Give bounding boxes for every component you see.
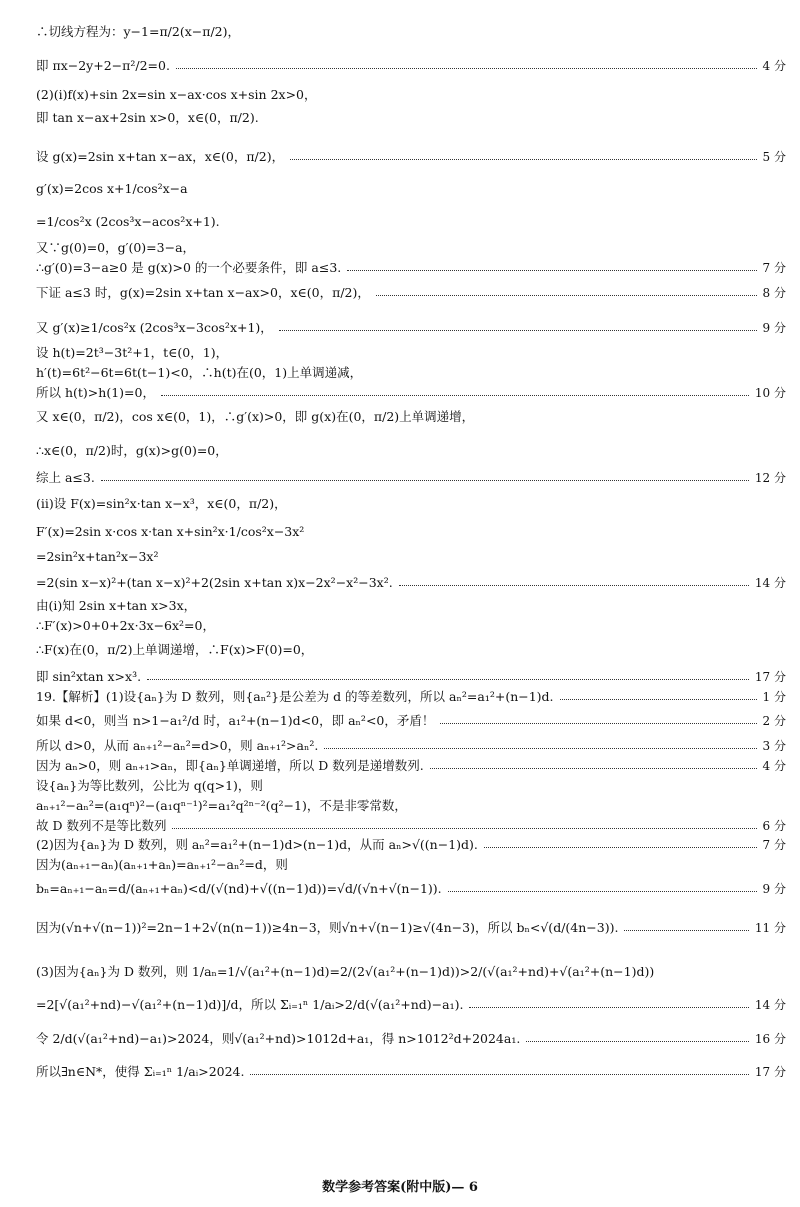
solution-line-text: =1/cos²x (2cos³x−acos²x+1). — [36, 214, 220, 229]
score-label: 4 分 — [762, 58, 786, 73]
solution-line — [36, 995, 786, 1013]
solution-line-text: 设 g(x)=2sin x+tan x−ax，x∈(0，π/2)， — [36, 149, 285, 164]
score-label: 14 分 — [754, 997, 786, 1012]
dot-leader — [430, 768, 757, 769]
solution-line-text: (3)因为{aₙ}为 D 数列，则 1/aₙ=1/√(a₁²+(n−1)d)=2/(2√(a₁²+(n−1)d))>2/(√(a₁²+nd)+√(a₁²+(n−1)d)) — [36, 964, 655, 979]
solution-line-text: bₙ=aₙ₊₁−aₙ=d/(aₙ₊₁+aₙ)<d/(√(nd)+√((n−1)d))=√d/(√n+√(n−1)). — [36, 881, 442, 896]
solution-line-text: ∴F′(x)>0+0+2x·3x−6x²=0， — [36, 618, 215, 633]
solution-line — [36, 549, 786, 564]
dot-leader — [624, 930, 748, 931]
solution-line-text: 综上 a≤3. — [36, 470, 95, 485]
solution-line-text: 因为 aₙ>0，则 aₙ₊₁>aₙ，即{aₙ}单调递增，所以 D 数列是递增数列. — [36, 758, 424, 773]
dot-leader — [147, 679, 749, 680]
solution-line-text: (2)因为{aₙ}为 D 数列，则 aₙ²=a₁²+(n−1)d>(n−1)d，从而 aₙ>√((n−1)d). — [36, 837, 478, 852]
solution-line-text: 因为(√n+√(n−1))²=2n−1+2√(n(n−1))≥4n−3，则√n+√(n−1)≥√(4n−3)，所以 bₙ<√(d/(4n−3)). — [36, 920, 619, 935]
solution-line-text: 所以 h(t)>h(1)=0， — [36, 385, 155, 400]
solution-line-text: 又∵g(0)=0，g′(0)=3−a， — [36, 240, 196, 255]
dot-leader — [560, 699, 757, 700]
score-label: 2 分 — [762, 713, 786, 728]
solution-line — [36, 918, 786, 936]
solution-line — [36, 524, 786, 539]
solution-line — [36, 441, 786, 459]
score-label: 9 分 — [762, 320, 786, 335]
dot-leader — [448, 891, 757, 892]
score-label: 14 分 — [754, 576, 786, 590]
score-label: 7 分 — [762, 837, 786, 852]
solution-line — [36, 85, 786, 103]
dot-leader — [176, 68, 757, 69]
solution-line-text: 下证 a≤3 时，g(x)=2sin x+tan x−ax>0，x∈(0，π/2)， — [36, 285, 370, 300]
solution-line — [36, 596, 786, 614]
solution-line — [36, 238, 786, 256]
solution-line — [36, 816, 786, 834]
dot-leader — [172, 828, 756, 829]
solution-line — [36, 108, 786, 126]
dot-leader — [101, 480, 749, 481]
dot-leader — [484, 847, 757, 848]
solution-line-text: =2(sin x−x)²+(tan x−x)²+2(2sin x+tan x)x−2x²−x²−3x². — [36, 575, 393, 590]
solution-line — [36, 181, 786, 196]
solution-line-text: =2[√(a₁²+nd)−√(a₁²+(n−1)d)]/d，所以 Σᵢ₌₁ⁿ 1/aᵢ>2/d(√(a₁²+nd)−a₁). — [36, 997, 464, 1012]
solution-line-text: 如果 d<0，则当 n>1−a₁²/d 时，a₁²+(n−1)d<0，即 aₙ²<0，矛盾！ — [36, 713, 435, 728]
dot-leader — [376, 295, 757, 296]
solution-line-text: 故 D 数列不是等比数列 — [36, 818, 167, 833]
solution-line-text: 因为(aₙ₊₁−aₙ)(aₙ₊₁+aₙ)=aₙ₊₁²−aₙ²=d，则 — [36, 857, 288, 872]
solution-line — [36, 687, 786, 705]
solution-line — [36, 1062, 786, 1080]
dot-leader — [469, 1007, 748, 1008]
solution-line-text: ∴g′(0)=3−a≥0 是 g(x)>0 的一个必要条件，即 a≤3. — [36, 260, 342, 275]
solution-line-text: 设{aₙ}为等比数列，公比为 q(q>1)，则 — [36, 778, 263, 793]
solution-line — [36, 363, 786, 381]
solution-line-text: 所以 d>0，从而 aₙ₊₁²−aₙ²=d>0，则 aₙ₊₁²>aₙ². — [36, 738, 319, 753]
score-label: 7 分 — [762, 260, 786, 275]
solution-line — [36, 258, 786, 276]
solution-line-text: 19.【解析】(1)设{aₙ}为 D 数列，则{aₙ²}是公差为 d 的等差数列，所以 aₙ²=a₁²+(n−1)d. — [36, 689, 554, 704]
dot-leader — [399, 585, 749, 586]
solution-line — [36, 756, 786, 774]
dot-leader — [440, 723, 756, 724]
solution-line-text: aₙ₊₁²−aₙ²=(a₁qⁿ)²−(a₁qⁿ⁻¹)²=a₁²q²ⁿ⁻²(q²−1)，不是非零常数， — [36, 798, 407, 813]
solution-line — [36, 494, 786, 512]
score-label: 4 分 — [762, 758, 786, 773]
score-label: 16 分 — [754, 1031, 786, 1046]
score-label: 17 分 — [754, 1064, 786, 1079]
solution-line — [36, 22, 786, 40]
solution-line-text: F′(x)=2sin x·cos x·tan x+sin²x·1/cos²x−3x² — [36, 524, 305, 539]
solution-line — [36, 56, 786, 74]
dot-leader — [290, 159, 756, 160]
solution-line-text: 即 πx−2y+2−π²/2=0. — [36, 58, 170, 73]
score-label: 3 分 — [762, 738, 786, 753]
page-footer: 数学参考答案(附中版)— 6 — [322, 1180, 478, 1195]
dot-leader — [347, 270, 756, 271]
solution-line-text: ∴x∈(0，π/2)时，g(x)>g(0)=0， — [36, 443, 228, 458]
solution-line — [36, 880, 786, 897]
solution-line-text: 由(ⅰ)知 2sin x+tan x>3x， — [36, 598, 197, 613]
solution-line — [36, 318, 786, 336]
solution-line — [36, 736, 786, 754]
solution-line-text: ∴F(x)在(0，π/2)上单调递增，∴F(x)>F(0)=0， — [36, 642, 314, 657]
solution-line — [36, 468, 786, 486]
score-label: 17 分 — [754, 669, 786, 684]
solution-line — [36, 667, 786, 685]
solution-line-text: 又 x∈(0，π/2)，cos x∈(0，1)，∴g′(x)>0，即 g(x)在(0，π/2)上单调递增， — [36, 409, 475, 424]
solution-line — [36, 640, 786, 658]
solution-line-text: 又 g′(x)≥1/cos²x (2cos³x−3cos²x+1)， — [36, 320, 273, 335]
solution-line-text: 设 h(t)=2t³−3t²+1，t∈(0，1)， — [36, 345, 229, 360]
solution-line-text: 即 tan x−ax+2sin x>0，x∈(0，π/2). — [36, 110, 259, 125]
dot-leader — [526, 1041, 749, 1042]
solution-line — [36, 343, 786, 361]
score-label: 10 分 — [754, 385, 786, 400]
solution-line — [36, 616, 786, 634]
solution-line-text: ∴切线方程为：y−1=π/2(x−π/2)， — [36, 24, 240, 39]
score-label: 1 分 — [762, 689, 786, 704]
solution-line — [36, 962, 786, 980]
solution-line — [36, 283, 786, 301]
solution-line — [36, 796, 786, 814]
solution-line — [36, 147, 786, 165]
dot-leader — [324, 748, 756, 749]
solution-line-text: g′(x)=2cos x+1/cos²x−a — [36, 181, 188, 196]
solution-line — [36, 855, 786, 873]
solution-line-text: (ⅱ)设 F(x)=sin²x·tan x−x³，x∈(0，π/2)， — [36, 496, 287, 511]
solution-line-text: h′(t)=6t²−6t=6t(t−1)<0，∴h(t)在(0，1)上单调递减， — [36, 365, 363, 380]
solution-line — [36, 214, 786, 229]
solution-line — [36, 407, 786, 425]
solution-line — [36, 835, 786, 853]
score-label: 9 分 — [762, 882, 786, 896]
solution-line — [36, 711, 786, 729]
solution-line-text: 即 sin²xtan x>x³. — [36, 669, 142, 684]
dot-leader — [279, 330, 757, 331]
solution-line — [36, 574, 786, 591]
score-label: 8 分 — [762, 285, 786, 300]
score-label: 6 分 — [762, 818, 786, 833]
solution-line — [36, 776, 786, 794]
score-label: 12 分 — [754, 470, 786, 485]
score-label: 11 分 — [754, 920, 786, 935]
solution-line — [36, 383, 786, 401]
solution-line — [36, 1029, 786, 1047]
solution-line-text: 所以∃n∈N*，使得 Σᵢ₌₁ⁿ 1/aᵢ>2024. — [36, 1064, 245, 1079]
solution-line-text: =2sin²x+tan²x−3x² — [36, 549, 159, 564]
solution-line-text: (2)(ⅰ)f(x)+sin 2x=sin x−ax·cos x+sin 2x>0， — [36, 87, 317, 102]
score-label: 5 分 — [762, 149, 786, 164]
dot-leader — [161, 395, 749, 396]
solution-line-text: 令 2/d(√(a₁²+nd)−a₁)>2024，则√(a₁²+nd)>1012d+a₁，得 n>1012²d+2024a₁. — [36, 1031, 521, 1046]
dot-leader — [250, 1074, 748, 1075]
